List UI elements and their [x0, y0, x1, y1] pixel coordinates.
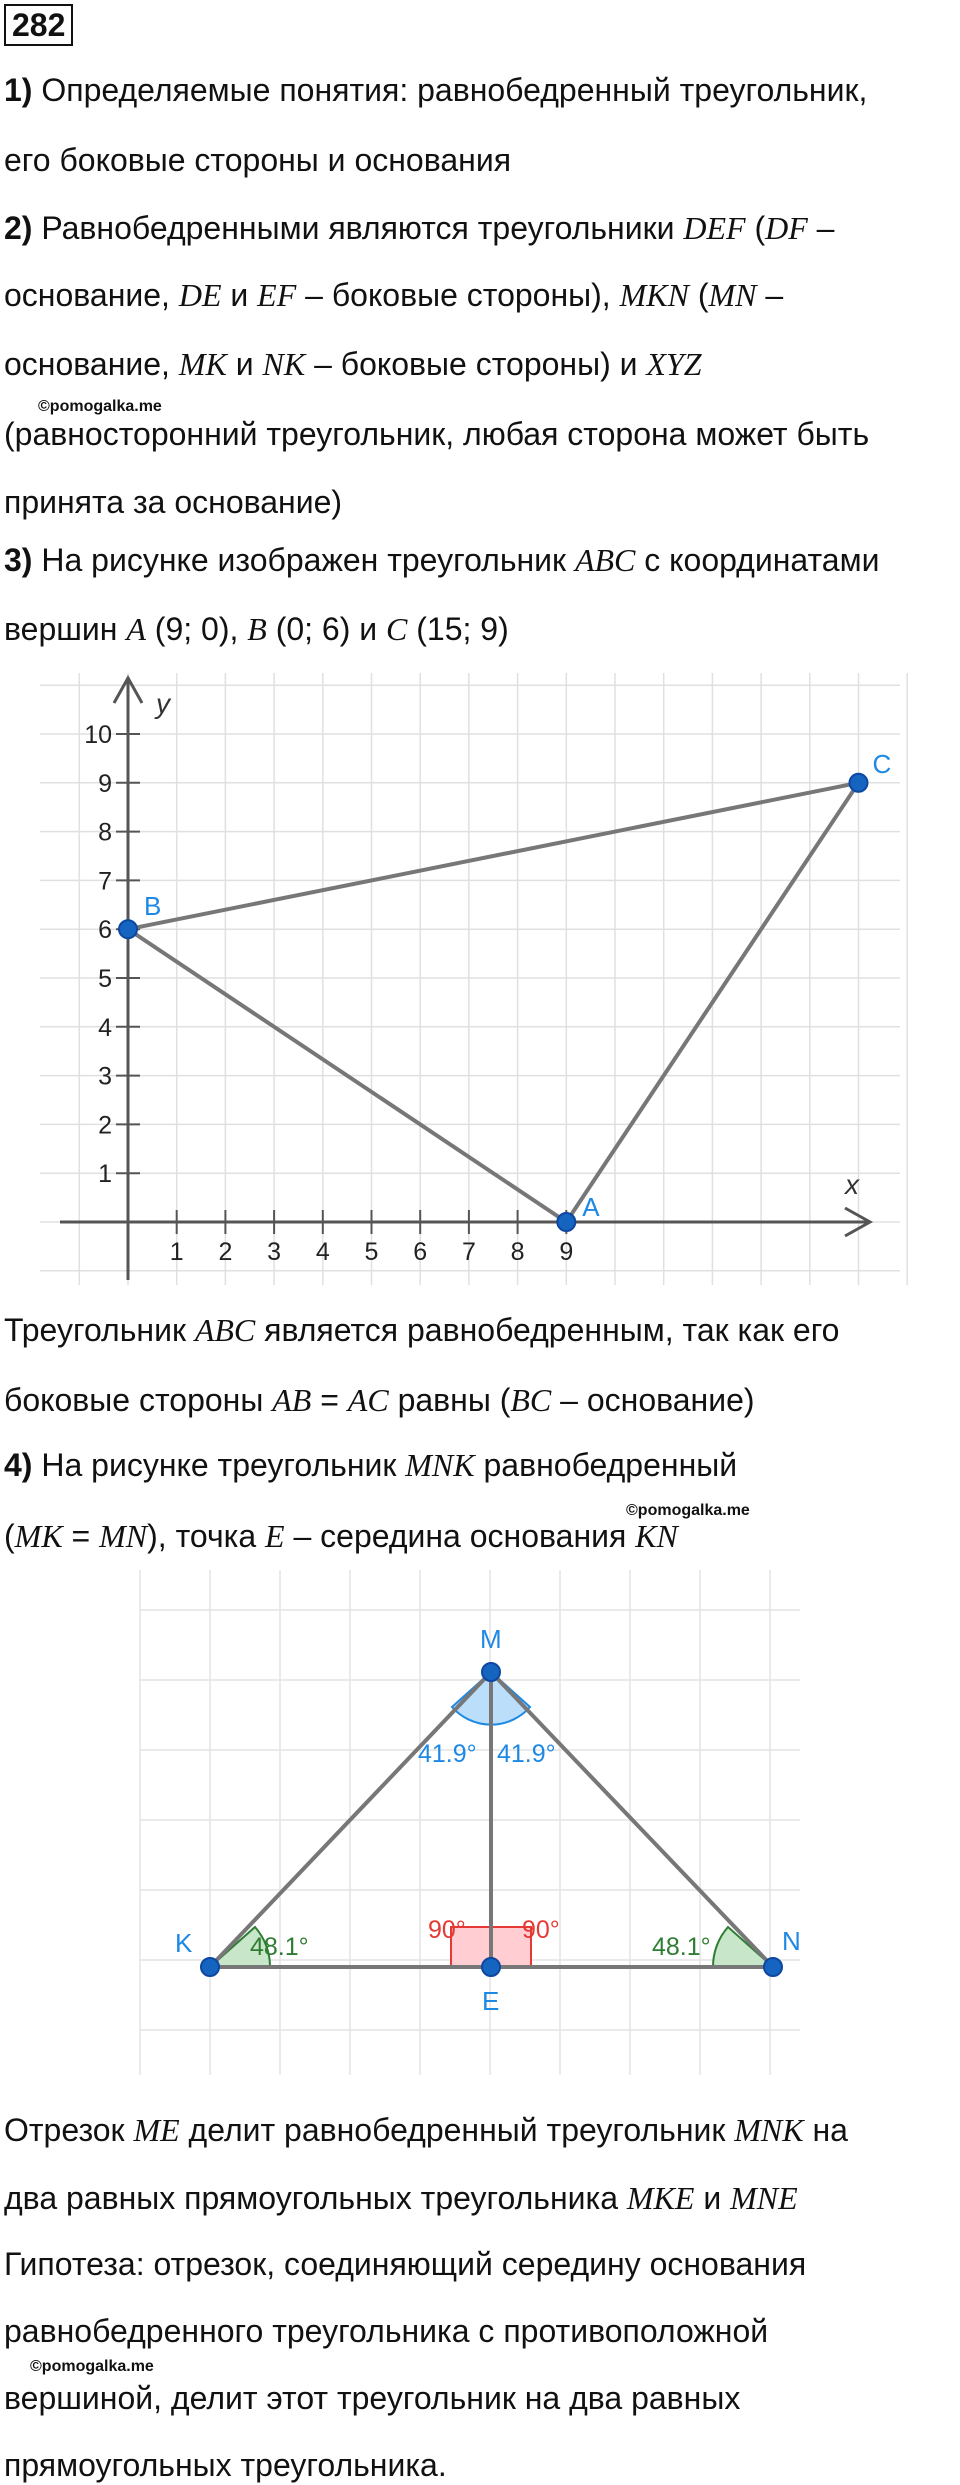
- item2-line1: 2) Равнобедренными являются треугольники DEF (DF –: [4, 210, 835, 246]
- item1-line1: 1) Определяемые понятия: равнобедренный треугольник,: [4, 72, 868, 108]
- angle-m-left-label: 41.9°: [418, 1740, 477, 1768]
- label-e: E: [482, 1986, 500, 2016]
- hypothesis-line3: вершиной, делит этот треугольник на два равных: [4, 2380, 741, 2416]
- item4-line1: 4) На рисунке треугольник MNK равнобедренный: [4, 1447, 738, 1483]
- label-m: M: [480, 1624, 502, 1654]
- x-tick-label: 8: [510, 1238, 525, 1266]
- x-tick-label: 1: [169, 1238, 184, 1266]
- axes: [60, 678, 870, 1280]
- coordinate-figure: [0, 665, 960, 1290]
- item2-line2: основание, DE и EF – боковые стороны), MKN (MN –: [4, 277, 784, 313]
- grid: [40, 665, 907, 1285]
- point-label-b: B: [144, 891, 162, 922]
- point-c: [850, 774, 868, 792]
- side-bc: [128, 783, 859, 929]
- point-m: [482, 1663, 500, 1681]
- x-tick-label: 7: [461, 1238, 476, 1266]
- item2-line3: основание, MK и NK – боковые стороны) и XYZ: [4, 346, 702, 382]
- watermark: ©pomogalka.me: [626, 1502, 750, 1519]
- angle-k-label: 48.1°: [250, 1933, 309, 1961]
- point-e: [482, 1958, 500, 1976]
- point-n: [764, 1958, 782, 1976]
- y-tick-label: 9: [98, 769, 112, 798]
- task-number: 282: [4, 4, 73, 46]
- item4-conclusion1: Отрезок ME делит равнобедренный треугольник MNK на: [4, 2112, 848, 2148]
- item4-conclusion2: два равных прямоугольных треугольника MKE и MNE: [4, 2180, 798, 2216]
- item3-conclusion2: боковые стороны AB = AC равны (BC – основание): [4, 1382, 755, 1418]
- y-tick-label: 6: [98, 916, 112, 945]
- point-a: [557, 1213, 575, 1231]
- angle-m-right-label: 41.9°: [497, 1740, 556, 1768]
- hypothesis-line2: равнобедренного треугольника с противоположной: [4, 2313, 769, 2349]
- y-tick-label: 4: [98, 1013, 112, 1042]
- hypothesis-line1: Гипотеза: отрезок, соединяющий середину основания: [4, 2246, 807, 2282]
- point-b: [119, 920, 137, 938]
- label-n: N: [782, 1926, 801, 1956]
- y-tick-label: 7: [98, 867, 112, 896]
- item1-line2: его боковые стороны и основания: [4, 142, 512, 178]
- y-tick-label: 1: [98, 1160, 112, 1189]
- x-tick-label: 9: [559, 1238, 574, 1266]
- y-tick-label: 2: [98, 1111, 112, 1140]
- angle-n-label: 48.1°: [652, 1933, 711, 1961]
- x-tick-label: 5: [364, 1238, 379, 1266]
- item2-line5: принята за основание): [4, 484, 343, 520]
- label-k: K: [175, 1928, 193, 1958]
- y-tick-label: 3: [98, 1062, 112, 1091]
- item3-line2: вершин A (9; 0), B (0; 6) и C (15; 9): [4, 611, 509, 647]
- item2-line4: (равносторонний треугольник, любая сторона может быть: [4, 416, 870, 452]
- x-tick-label: 3: [267, 1238, 282, 1266]
- point-k: [201, 1958, 219, 1976]
- x-tick-label: 2: [218, 1238, 233, 1266]
- watermark: ©pomogalka.me: [38, 398, 162, 415]
- hypothesis-line4: прямоугольных треугольника.: [4, 2447, 447, 2483]
- y-axis-label: y: [156, 688, 170, 719]
- angle-e-left-label: 90°: [428, 1916, 466, 1944]
- x-axis-label: x: [845, 1169, 859, 1200]
- grid: [140, 1570, 800, 2075]
- angle-e-right-label: 90°: [522, 1916, 560, 1944]
- x-tick-label: 4: [315, 1238, 330, 1266]
- triangle-abc: [119, 749, 891, 1231]
- point-label-a: A: [582, 1192, 600, 1222]
- item3-line1: 3) На рисунке изображен треугольник ABC с координатами: [4, 542, 880, 578]
- point-label-c: C: [872, 748, 892, 779]
- triangle-mnk-figure: [0, 1570, 960, 2075]
- y-tick-label: 10: [84, 721, 112, 749]
- y-tick-label: 5: [98, 965, 112, 993]
- x-tick-label: 6: [413, 1238, 428, 1266]
- watermark: ©pomogalka.me: [30, 2358, 154, 2375]
- item4-line2: (MK = MN), точка E – середина основания KN: [4, 1518, 678, 1554]
- y-tick-label: 8: [98, 818, 112, 847]
- item3-conclusion1: Треугольник ABC является равнобедренным, так как его: [4, 1312, 840, 1348]
